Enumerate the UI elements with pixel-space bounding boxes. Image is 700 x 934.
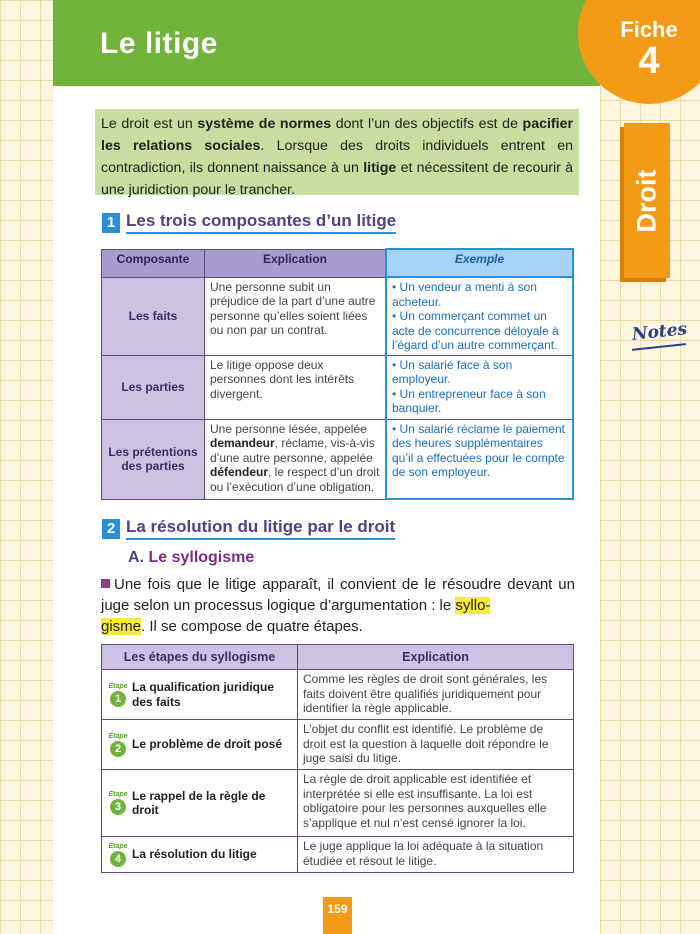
step-number-icon: 3 (110, 799, 126, 815)
subsection-title: Le syllogisme (148, 549, 255, 566)
section-title: Les trois composantes d’un litige (126, 211, 396, 234)
step-explanation: Comme les règles de droit sont générales, les faits doivent être qualifiés juridiquement pour identifier la règle applicable. (298, 670, 574, 720)
component-name: Les parties (102, 355, 205, 419)
table-row (102, 277, 574, 355)
intro-bold: pacifier les relations sociales (101, 116, 574, 154)
col-header: Explication (298, 645, 574, 670)
step-cell (102, 720, 298, 770)
component-explanation: Une personne subit un préjudice de la part d’une autre personne qu’elles soient liées ou non par un contrat. (205, 277, 387, 355)
highlighted-term: syllo- (455, 597, 491, 614)
table-row (102, 720, 574, 770)
etape-marker (108, 733, 128, 757)
intro-text: et nécessitent de recourir à une juridiction pour le trancher. (101, 160, 573, 198)
para-text: . Il se compose de quatre étapes. (141, 618, 363, 635)
col-header: Exemple (386, 249, 573, 277)
component-name: Les prétentions des parties (102, 419, 205, 499)
etape-word: Étape (108, 682, 128, 690)
intro-bold: litige (363, 160, 397, 176)
para-text: Une fois que le litige apparaît, il convient de le résoudre devant un juge selon un processus logique d’argumentation : le (101, 576, 575, 614)
syllogism-paragraph (101, 574, 575, 637)
notes-label: Notes (631, 319, 689, 345)
notes-underline (632, 343, 686, 351)
component-example: • Un salarié réclame le paiement des heures supplémentaires qu’il a effectuées pour le compte de son employeur. (386, 419, 573, 499)
etape-marker (108, 843, 128, 867)
component-example: • Un vendeur a menti à son acheteur. • Un commerçant commet un acte de concurrence déloyale à l’égard d’un autre commerçant. (386, 277, 573, 355)
col-header: Composante (102, 249, 205, 277)
highlighted-term: gisme (101, 618, 142, 635)
expl-text: , le respect d’un droit ou l’exécution d’une obligation. (210, 465, 380, 494)
table-row (102, 770, 574, 837)
step-explanation: Le juge applique la loi adéquate à la situation étudiée et résout le litige. (298, 837, 574, 873)
col-header: Explication (205, 249, 387, 277)
etape-word: Étape (108, 791, 128, 798)
step-cell (102, 670, 298, 720)
section-title: La résolution du litige par le droit (126, 517, 395, 540)
col-header: Les étapes du syllogisme (102, 645, 298, 670)
step-number-icon: 2 (110, 741, 126, 757)
header-bar (53, 0, 600, 86)
step-name: Le rappel de la règle de droit (132, 788, 266, 817)
component-name: Les faits (102, 277, 205, 355)
subsection-heading (128, 549, 254, 567)
section-2-heading (102, 517, 395, 540)
step-cell (102, 770, 298, 837)
step-name: La résolution du litige (132, 847, 257, 862)
step-name: Le problème de droit posé (132, 737, 283, 752)
expl-bold: demandeur (210, 436, 275, 450)
expl-text: Une personne lésée, appelée (210, 421, 367, 436)
table-header-row (102, 249, 574, 277)
page-number: 159 (323, 897, 352, 934)
section-number: 2 (102, 519, 120, 539)
expl-bold: défendeur (210, 465, 269, 479)
fiche-label: Fiche (620, 17, 678, 42)
intro-text: Le droit est un (101, 116, 198, 132)
section-number: 1 (102, 213, 120, 233)
etape-marker (108, 791, 128, 815)
step-explanation: La règle de droit applicable est identifiée et interprétée si elle est insuffisante. La loi est obligatoire pour les personnes auxquelles elle s’applique et nul n’est censé ignorer la loi. (298, 770, 574, 837)
table-row (102, 355, 574, 419)
etape-word: Étape (108, 842, 128, 850)
component-example: • Un salarié face à son employeur. • Un entrepreneur face à son banquier. (386, 355, 573, 419)
component-explanation: Le litige oppose deux personnes dont les intérêts divergent. (205, 355, 387, 419)
step-name: La qualification juridique des faits (132, 680, 275, 709)
side-tab-label: Droit (631, 169, 662, 232)
step-number-icon: 1 (110, 691, 126, 707)
expl-text: , réclame, vis-à-vis d’une autre personne, appelée (210, 436, 375, 465)
intro-bold: système de normes (197, 116, 332, 132)
intro-box (95, 109, 579, 198)
side-tab-droit (624, 123, 670, 278)
etape-marker (108, 683, 128, 707)
components-table (101, 248, 574, 500)
etape-word: Étape (108, 732, 128, 740)
syllogism-table (101, 644, 574, 873)
subsection-letter: A. (128, 549, 144, 566)
section-1-heading (102, 211, 396, 234)
table-row (102, 419, 574, 499)
table-row (102, 837, 574, 873)
step-explanation: L’objet du conflit est identifié. Le problème de droit est la question à laquelle doit répondre le juge saisi du litige. (298, 720, 574, 770)
step-cell (102, 837, 298, 873)
intro-text: dont l’un des objectifs est de (331, 116, 523, 132)
component-explanation (205, 419, 387, 499)
step-number-icon: 4 (110, 851, 126, 867)
intro-text: . Lorsque des droits individuels entrent en contradiction, ils donnent naissance à un (101, 138, 573, 176)
page-title: Le litige (100, 27, 218, 60)
square-bullet-icon (101, 579, 110, 588)
fiche-number: 4 (638, 40, 660, 82)
table-row (102, 670, 574, 720)
table-header-row (102, 645, 574, 670)
